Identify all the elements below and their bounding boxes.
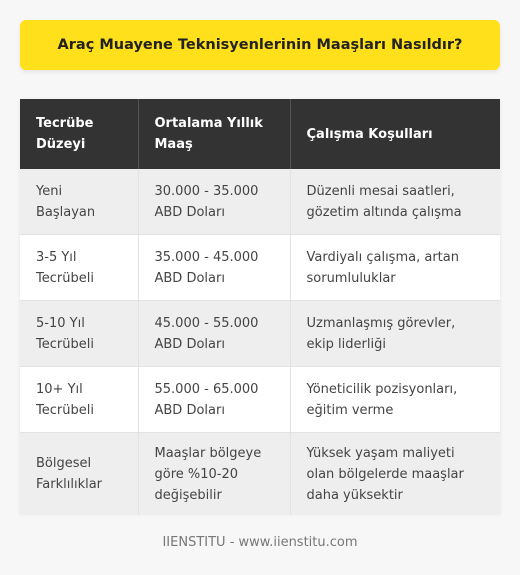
cell-experience: Yeni Başlayan xyxy=(20,169,138,235)
cell-conditions: Uzmanlaşmış görevler, ekip liderliği xyxy=(290,301,500,367)
table-row xyxy=(20,235,500,301)
column-header-salary: Ortalama Yıllık Maaş xyxy=(138,99,290,169)
cell-conditions: Yüksek yaşam maliyeti olan bölgelerde maaşlar daha yüksektir xyxy=(290,433,500,516)
title-banner xyxy=(20,20,500,70)
cell-experience: 3-5 Yıl Tecrübeli xyxy=(20,235,138,301)
table-row xyxy=(20,301,500,367)
cell-experience: 5-10 Yıl Tecrübeli xyxy=(20,301,138,367)
column-header-experience: Tecrübe Düzeyi xyxy=(20,99,138,169)
cell-conditions: Yöneticilik pozisyonları, eğitim verme xyxy=(290,367,500,433)
table-row xyxy=(20,169,500,235)
column-header-conditions: Çalışma Koşulları xyxy=(290,99,500,169)
page-title: Araç Muayene Teknisyenlerinin Maaşları Nasıldır? xyxy=(57,37,463,53)
cell-salary: 30.000 - 35.000 ABD Doları xyxy=(138,169,290,235)
cell-experience: Bölgesel Farklılıklar xyxy=(20,433,138,516)
cell-conditions: Vardiyalı çalışma, artan sorumluluklar xyxy=(290,235,500,301)
footer-credit: IIENSTITU - www.iienstitu.com xyxy=(162,535,358,550)
salary-table-container xyxy=(20,99,500,513)
salary-table xyxy=(20,99,500,515)
cell-salary: 35.000 - 45.000 ABD Doları xyxy=(138,235,290,301)
cell-conditions: Düzenli mesai saatleri, gözetim altında çalışma xyxy=(290,169,500,235)
cell-salary: 45.000 - 55.000 ABD Doları xyxy=(138,301,290,367)
table-row xyxy=(20,433,500,516)
table-row xyxy=(20,367,500,433)
cell-salary: Maaşlar bölgeye göre %10-20 değişebilir xyxy=(138,433,290,516)
table-header-row xyxy=(20,99,500,169)
cell-experience: 10+ Yıl Tecrübeli xyxy=(20,367,138,433)
cell-salary: 55.000 - 65.000 ABD Doları xyxy=(138,367,290,433)
